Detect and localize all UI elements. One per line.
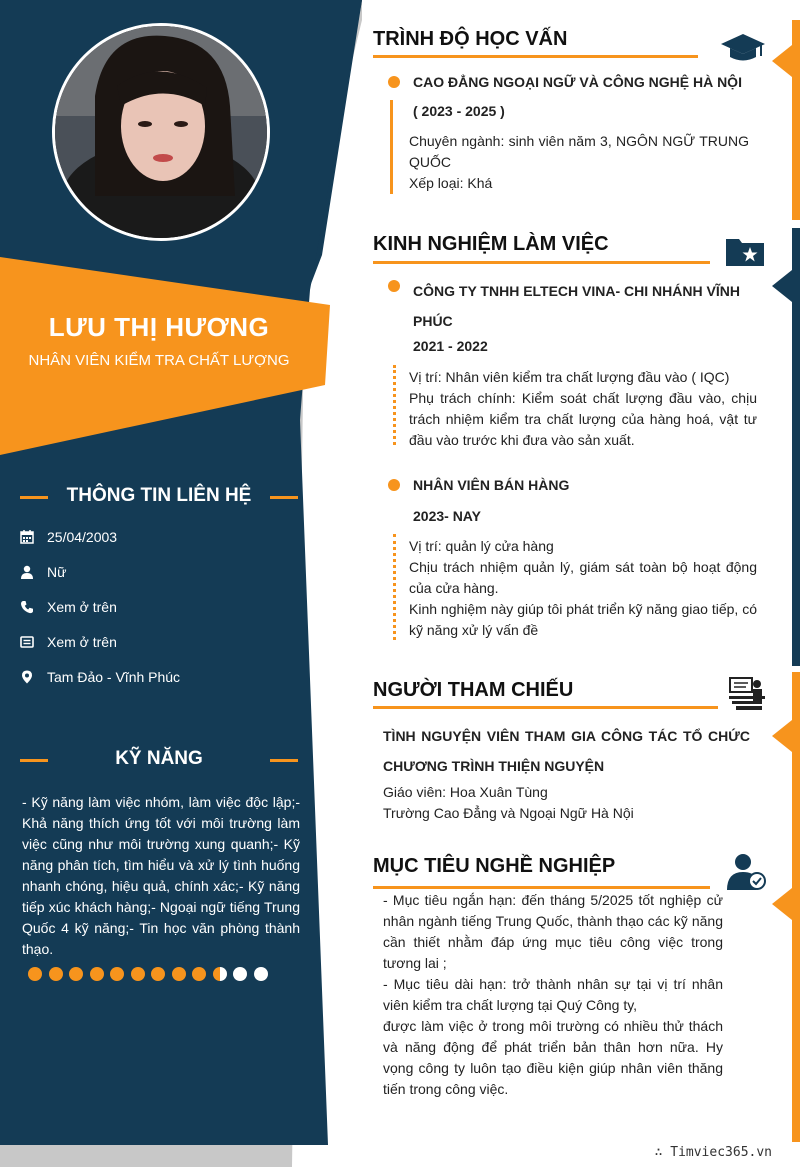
right-accent-bar [792, 20, 800, 220]
section-underline [373, 706, 718, 709]
objective-long-term-detail: được làm việc ở trong môi trường có nhiều thử thách và năng động để phát triển bản thân hơn nữa. Hy vọng công ty luôn tạo điều kiện giúp nhân viên thăng tiến trong công việc. [383, 1018, 723, 1097]
skill-rating-dot [131, 967, 145, 981]
education-school: CAO ĐẲNG NGOẠI NGỮ VÀ CÔNG NGHỆ HÀ NỘI [413, 74, 742, 90]
skill-rating-dot [172, 967, 186, 981]
job-period: 2021 - 2022 [413, 338, 488, 354]
contact-phone: Xem ở trên [20, 597, 117, 617]
timeline-dotted-line [393, 365, 399, 445]
job-desc: Vị trí: Nhân viên kiểm tra chất lượng đầu vào ( IQC) [409, 369, 730, 385]
right-accent-triangle [772, 45, 792, 77]
heading-dash-left [20, 759, 48, 762]
user-check-icon [726, 852, 766, 892]
message-icon [20, 635, 34, 649]
job-company: NHÂN VIÊN BÁN HÀNG [413, 477, 570, 493]
job-desc: Vị trí: quản lý cửa hàng [409, 538, 554, 554]
education-major: Chuyên ngành: sinh viên năm 3, NGÔN NGỮ TRUNG QUỐC [409, 133, 749, 170]
skill-rating-dot [254, 967, 268, 981]
skill-rating-dot [28, 967, 42, 981]
job-desc: Chịu trách nhiệm quản lý, giám sát toàn bộ hoạt động của cửa hàng. [409, 559, 757, 596]
contact-heading: THÔNG TIN LIÊN HỆ [20, 485, 298, 507]
skill-rating-dot [233, 967, 247, 981]
right-accent-triangle [772, 720, 792, 752]
right-accent-bar [792, 228, 800, 666]
brand-logo-icon: ∴ [654, 1145, 671, 1160]
skill-rating-dot [90, 967, 104, 981]
skills-text: - Kỹ năng làm việc nhóm, làm việc độc lập;- Khả năng thích ứng tốt với môi trường làm việc cũng như môi trường xung quanh;- Kỹ năng phân tích, tìm hiểu và xử lý tình huống nhanh chóng, hiệu quả, chính xác;- Kỹ năng tiếp xúc khách hàng;- Ngoại ngữ tiếng Trung Quốc 4 kỹ năng;- Tin học văn phòng thành thạo. [22, 794, 300, 957]
contact-address: Tam Đảo - Vĩnh Phúc [20, 667, 180, 687]
candidate-name: LƯU THỊ HƯƠNG [48, 312, 270, 342]
footer-brand-text: Timviec365.vn [670, 1145, 772, 1160]
education-period: ( 2023 - 2025 ) [413, 103, 505, 119]
skill-rating-dot [213, 967, 227, 981]
map-pin-icon [20, 670, 34, 684]
contact-gender: Nữ [20, 562, 66, 582]
section-underline [373, 261, 710, 264]
section-underline [373, 886, 710, 889]
heading-dash-left [20, 496, 48, 499]
timeline-bullet [388, 280, 400, 292]
skill-rating-dot [192, 967, 206, 981]
footer-brand [655, 1145, 772, 1160]
job-desc: Phụ trách chính: Kiểm soát chất lượng đầu vào, chịu trách nhiệm kiểm tra chất lượng của hàng hoá, vật tư đầu vào trước khi đưa vào sản xuất. [409, 390, 757, 448]
graduation-cap-icon [720, 32, 766, 64]
right-accent-bar [792, 672, 800, 1142]
section-underline [373, 55, 698, 58]
objective-short-term: - Mục tiêu ngắn hạn: đến tháng 5/2025 tốt nghiệp cử nhân ngành tiếng Trung Quốc, thành thạo các kỹ năng cần thiết nhằm đáp ứng mục tiêu công việc trong tương lai ; [383, 892, 723, 971]
heading-dash-right [270, 759, 298, 762]
skill-rating-dot [49, 967, 63, 981]
right-accent-triangle [772, 888, 792, 920]
timeline-line [390, 100, 393, 194]
contact-birthday: 25/04/2003 [20, 527, 117, 547]
reference-title: TÌNH NGUYỆN VIÊN THAM GIA CÔNG TÁC TỔ CHỨC CHƯƠNG TRÌNH THIỆN NGUYỆN [383, 728, 750, 774]
reference-heading: NGƯỜI THAM CHIẾU [373, 679, 574, 701]
heading-dash-right [270, 496, 298, 499]
contact-email: Xem ở trên [20, 632, 117, 652]
presentation-icon [728, 676, 766, 712]
user-icon [20, 565, 34, 579]
reference-teacher: Giáo viên: Hoa Xuân Tùng [383, 784, 548, 800]
candidate-role: NHÂN VIÊN KIỂM TRA CHẤT LƯỢNG [28, 352, 290, 369]
right-accent-triangle [772, 270, 792, 302]
folder-star-icon [725, 235, 765, 267]
timeline-bullet [388, 76, 400, 88]
job-period: 2023- NAY [413, 508, 481, 524]
objective-heading: MỤC TIÊU NGHỀ NGHIỆP [373, 855, 616, 877]
reference-school: Trường Cao Đẳng và Ngoại Ngữ Hà Nội [383, 805, 634, 821]
timeline-dotted-line [393, 534, 399, 640]
timeline-bullet [388, 479, 400, 491]
job-desc: Kinh nghiệm này giúp tôi phát triển kỹ năng giao tiếp, có kỹ năng xử lý vấn đề [409, 601, 757, 638]
education-heading: TRÌNH ĐỘ HỌC VẤN [373, 28, 568, 50]
skill-rating-dot [151, 967, 165, 981]
objective-long-term: - Mục tiêu dài hạn: trở thành nhân sự tại vị trí nhân viên kiểm tra chất lượng tại Quý Công ty, [383, 976, 723, 1013]
skill-rating-dot [110, 967, 124, 981]
experience-heading: KINH NGHIỆM LÀM VIỆC [373, 233, 609, 255]
phone-icon [20, 600, 34, 614]
education-grade: Xếp loại: Khá [409, 175, 493, 191]
job-company: CÔNG TY TNHH ELTECH VINA- CHI NHÁNH VĨNH PHÚC [413, 283, 740, 329]
skills-heading: KỸ NĂNG [20, 748, 298, 770]
profile-photo [52, 23, 270, 241]
calendar-icon [20, 530, 34, 544]
skill-rating-dot [69, 967, 83, 981]
skill-rating [28, 967, 268, 981]
